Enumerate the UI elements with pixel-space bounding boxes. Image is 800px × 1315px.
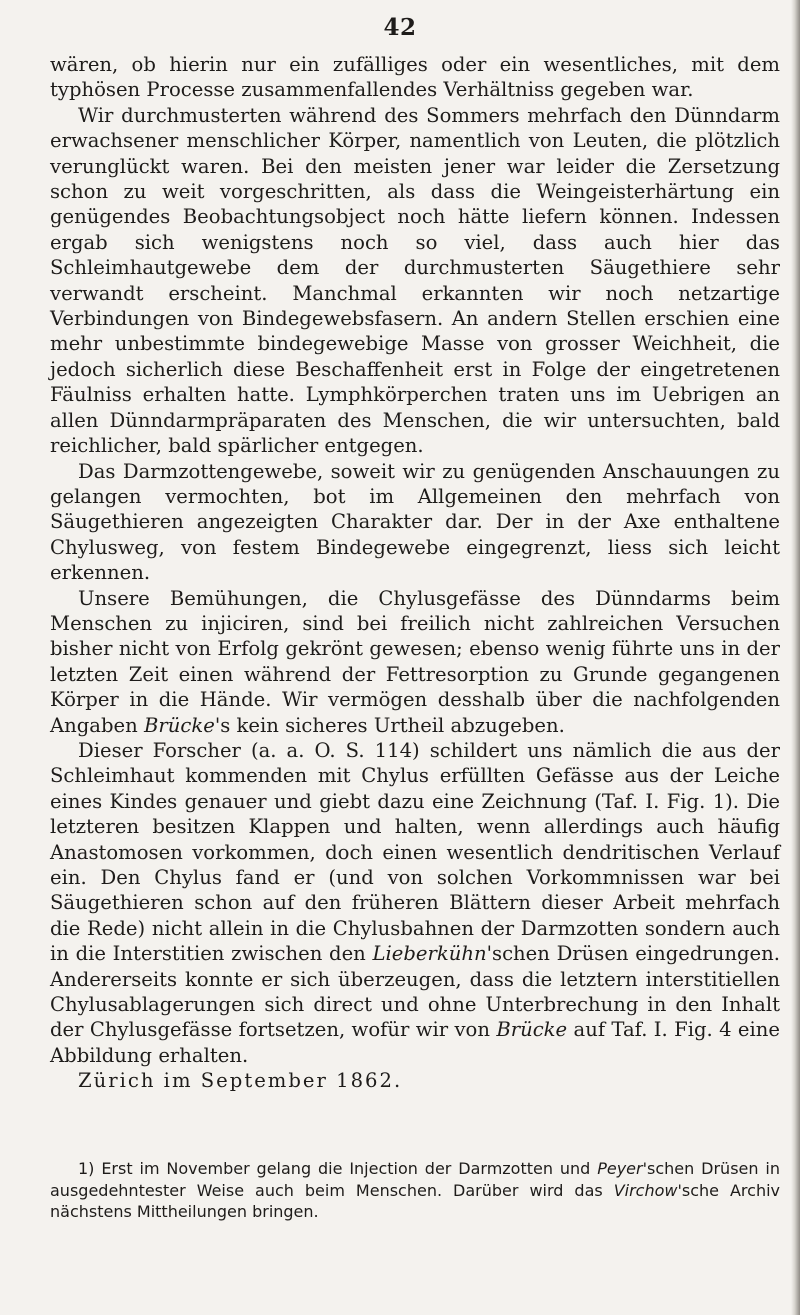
paragraph-2: Wir durchmusterten während des Sommers mehrfach den Dünndarm erwachsener menschlicher Körper, namentlich von Leuten, die plötzlich verunglückt waren. Bei den meisten jener war leider die Zersetzung schon zu weit vorgeschritten, als dass die Weingeisterhärtung ein genügendes Beobachtungsobject noch hätte liefern können. Indessen ergab sich wenigstens noch so viel, dass auch hier das Schleimhautgewebe dem der durchmusterten Säugethiere sehr verwandt erscheint. Manchmal erkannten wir noch netzartige Verbindungen von Bindegewebsfasern. An andern Stellen erschien eine mehr unbestimmte bindegewebige Masse von grosser Weichheit, die jedoch sicherlich diese Beschaffenheit erst in Folge der eingetretenen Fäulniss erhalten hatte. Lymphkörperchen traten uns im Uebrigen an allen Dünndarmpräparaten des Menschen, die wir untersuchten, bald reichlicher, bald spärlicher entgegen. xyxy=(50,103,780,458)
author-name-peyer: Peyer xyxy=(597,1159,643,1178)
paragraph-5: Dieser Forscher (a. a. O. S. 114) schildert uns nämlich die aus der Schleimhaut kommenden mit Chylus erfüllten Gefässe aus der Leiche eines Kindes genauer und giebt dazu eine Zeichnung (Taf. I. Fig. 1). Die letzteren besitzen Klappen und halten, wenn allerdings auch häufig Anastomosen vorkommen, doch einen wesentlich dendritischen Verlauf ein. Den Chylus fand er (und von solchen Vorkommnissen war bei Säugethieren schon auf den früheren Blättern dieser Arbeit mehrfach die Rede) nicht allein in die Chylusbahnen der Darmzotten sondern auch in die Interstitien zwischen den Lieberkühn'schen Drüsen eingedrungen. Andererseits konnte er sich überzeugen, dass die letztern interstitiellen Chylusablagerungen sich direct und ohne Unterbrechung in den Inhalt der Chylusgefässe fortsetzen, wofür wir von Brücke auf Taf. I. Fig. 4 eine Abbildung erhalten. xyxy=(50,738,780,1067)
body-text xyxy=(50,52,780,1094)
author-name-lieberkuehn: Lieberkühn xyxy=(372,942,487,966)
author-name-bruecke: Brücke xyxy=(496,1018,568,1042)
paragraph-3: Das Darmzottengewebe, soweit wir zu genügenden Anschauungen zu gelangen vermochten, bot im Allgemeinen den mehrfach von Säugethieren angezeigten Charakter dar. Der in der Axe enthaltene Chylusweg, von festem Bindegewebe eingegrenzt, liess sich leicht erkennen. xyxy=(50,459,780,585)
footnote-text: 1) Erst im November gelang die Injection der Darmzotten und Peyer'schen Drüsen in ausgedehntester Weise auch beim Menschen. Darüber wird das Virchow'sche Archiv nächstens Mittheilungen bringen. xyxy=(50,1159,781,1221)
author-name-bruecke: Brücke xyxy=(143,713,215,737)
paragraph-1: wären, ob hierin nur ein zufälliges oder ein wesentliches, mit dem typhösen Processe zusammenfallendes Verhältniss gegeben war. xyxy=(50,53,780,102)
paragraph-4: Unsere Bemühungen, die Chylusgefässe des Dünndarms beim Menschen zu injiciren, sind bei freilich nicht zahlreichen Versuchen bisher nicht von Erfolg gekrönt gewesen; ebenso wenig führte uns in der letzten Zeit einen während der Fettresorption zu Grunde gegangenen Körper in die Hände. Wir vermögen desshalb über die nachfolgenden Angaben Brücke's kein sicheres Urtheil abzugeben. xyxy=(50,586,780,737)
author-name-virchow: Virchow xyxy=(613,1180,678,1200)
footnote xyxy=(50,1158,780,1223)
page-edge-shadow xyxy=(791,0,800,1315)
signature-line: Zürich im September 1862. xyxy=(78,1069,403,1093)
page-number: 42 xyxy=(383,14,417,41)
